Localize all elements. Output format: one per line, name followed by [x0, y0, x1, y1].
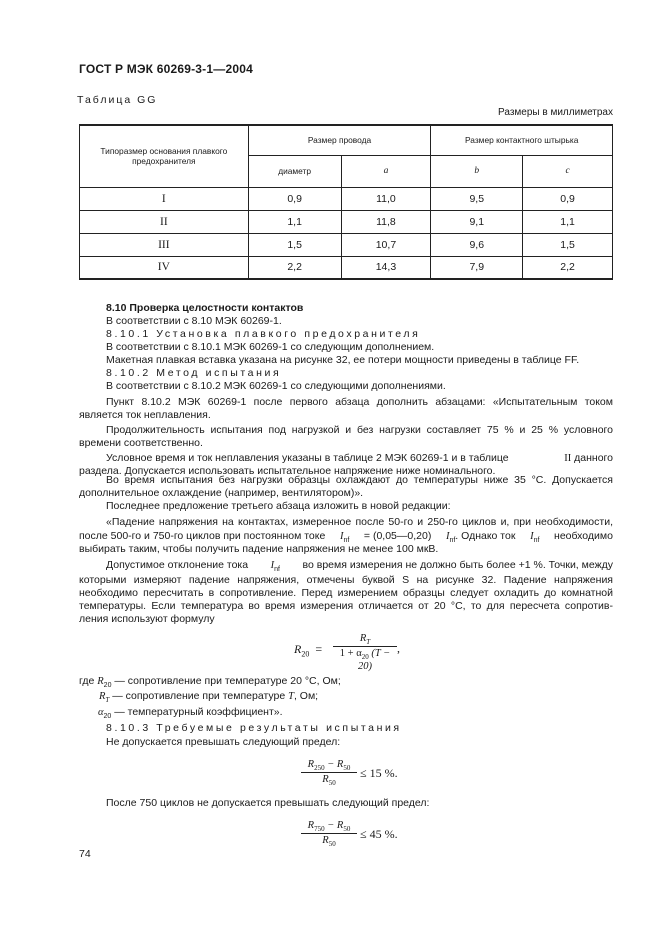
- roman-table-number: II: [564, 453, 572, 464]
- cell-a: 11,0: [341, 187, 431, 210]
- paragraph-line: ления используют формулу: [79, 613, 215, 625]
- cell-diameter: 0,9: [248, 187, 341, 210]
- cell-diameter: 1,1: [248, 210, 341, 233]
- formula-comma: ,: [397, 641, 400, 655]
- cell-b: 7,9: [431, 256, 523, 279]
- cell-c: 0,9: [523, 187, 613, 210]
- section-8-10-1-text: В соответствии с 8.10.1 МЭК 60269-1 со следующим дополнением.: [106, 341, 435, 353]
- cell-a: 11,8: [341, 210, 431, 233]
- paragraph-line: которыми измеряют падение напряжения, отмечены буквой S на рисунке 32. Падение напряжения: [79, 574, 613, 586]
- definition-r20: где $R_{20}$ — сопротивление при температуре 20 °С, Ом;: [79, 675, 341, 690]
- paragraph-line: дополнительное охлаждение (например, вентилятором)».: [79, 487, 364, 499]
- paragraph-line: «Падение напряжения на контактах, измеренное после 50-го и 250-го циклов и, при необходимости,: [106, 516, 613, 528]
- table-subhead-a: a: [341, 155, 431, 187]
- cell-diameter: 1,5: [248, 233, 341, 256]
- after-750-text: После 750 циклов не допускается превышать следующий предел:: [106, 797, 430, 809]
- paragraph-line: раздела. Допускается использовать испытательное напряжение ниже номинального.: [79, 465, 496, 477]
- table-caption: Таблица GG: [77, 94, 158, 106]
- table-subhead-diameter: диаметр: [248, 155, 341, 187]
- paragraph-line: выбирать таким, чтобы получить падение напряжения не менее 100 мкВ.: [79, 543, 439, 555]
- formula-r20-fraction: $\frac{R_T}{1 + \alpha_{20} (T - 20)}$: [333, 633, 397, 672]
- dimensions-table: [79, 124, 613, 280]
- cell-a: 14,3: [341, 256, 431, 279]
- paragraph-line: после 500-го и 750-го циклов при постоянном токе $I_{nf}$ = (0,05—0,20) $I_{nf}$. Однако ток $I_{nf}$ необходимо: [79, 530, 613, 545]
- cell-diameter: 2,2: [248, 256, 341, 279]
- cell-b: 9,6: [431, 233, 523, 256]
- paragraph-line: является ток неплавления.: [79, 409, 211, 421]
- paragraph-line: времени соответственно.: [79, 437, 203, 449]
- paragraph-line: Продолжительность испытания под нагрузкой и без нагрузки составляет 75 % и 25 % условного: [106, 424, 613, 436]
- paragraph-line: Последнее предложение третьего абзаца изложить в новой редакции:: [106, 500, 451, 512]
- paragraph-line: Пункт 8.10.2 МЭК 60269-1 после первого абзаца дополнить абзацами: «Испытательным током: [106, 396, 613, 408]
- page-number: 74: [79, 848, 91, 860]
- cell-c: 1,5: [523, 233, 613, 256]
- table-row: [80, 210, 613, 233]
- cell-size: III: [80, 233, 249, 256]
- section-8-10-2-text: В соответствии с 8.10.2 МЭК 60269-1 со следующими дополнениями.: [106, 380, 446, 392]
- cell-b: 9,1: [431, 210, 523, 233]
- table-head-wire-size: Размер провода: [248, 125, 431, 155]
- document-header: ГОСТ Р МЭК 60269-3-1—2004: [79, 62, 253, 76]
- formula-limit-250: $\frac{R_{250} - R_{50}}{R_{50}}$: [301, 759, 357, 787]
- paragraph-line: Условное время и ток неплавления указаны в таблице 2 МЭК 60269-1 и в таблице II данного: [106, 452, 613, 464]
- section-8-10-2-title: 8.10.2 Метод испытания: [106, 367, 282, 379]
- section-8-10-text: В соответствии с 8.10 МЭК 60269-1.: [106, 315, 282, 327]
- definition-rt: $R_T$ — сопротивление при температуре T, Ом;: [99, 690, 319, 705]
- table-head-fuse-size: Типоразмер основания плавкого предохранителя: [80, 125, 249, 187]
- cell-size: II: [80, 210, 249, 233]
- paragraph-line: температуры. Если температура во время измерения отличается от 20 °С, то для пересчета сопротив-: [79, 600, 613, 612]
- section-8-10-1-text-2: Макетная плавкая вставка указана на рисунке 32, ее потери мощности приведены в таблице FF.: [106, 354, 580, 366]
- table-row: [80, 187, 613, 210]
- section-8-10-3-title: 8.10.3 Требуемые результаты испытания: [106, 722, 402, 734]
- formula-limit-750-rhs: ≤ 45 %.: [360, 827, 398, 841]
- section-8-10-1-title: 8.10.1 Установка плавкого предохранителя: [106, 328, 421, 340]
- cell-size: I: [80, 187, 249, 210]
- paragraph-line: Во время испытания без нагрузки образцы охлаждают до температуры ниже 35 °С. Допускается: [106, 474, 613, 486]
- table-row: [80, 256, 613, 279]
- table-subhead-b: b: [431, 155, 523, 187]
- cell-size: IV: [80, 256, 249, 279]
- table-row: [80, 233, 613, 256]
- section-8-10-title: 8.10 Проверка целостности контактов: [106, 302, 304, 314]
- definition-alpha20: $\alpha_{20}$ — температурный коэффициент».: [98, 706, 283, 721]
- paragraph-line: Допустимое отклонение тока $I_{nf}$ во время измерения не должно быть более +1 %. Точки, между: [106, 559, 613, 574]
- cell-b: 9,5: [431, 187, 523, 210]
- table-subhead-c: c: [523, 155, 613, 187]
- paragraph-line: необходимо пересчитать в сопротивление. Перед измерением образцы следует охладить до комнатной: [79, 587, 613, 599]
- table-units-note: Размеры в миллиметрах: [498, 107, 613, 118]
- section-8-10-3-text: Не допускается превышать следующий предел:: [106, 736, 341, 748]
- formula-limit-750: $\frac{R_{750} - R_{50}}{R_{50}}$: [301, 820, 357, 848]
- cell-c: 2,2: [523, 256, 613, 279]
- formula-r20-lhs: $R_{20}$ =: [294, 642, 323, 659]
- table-head-pin-size: Размер контактного штырька: [431, 125, 613, 155]
- formula-limit-250-rhs: ≤ 15 %.: [360, 766, 398, 780]
- cell-a: 10,7: [341, 233, 431, 256]
- cell-c: 1,1: [523, 210, 613, 233]
